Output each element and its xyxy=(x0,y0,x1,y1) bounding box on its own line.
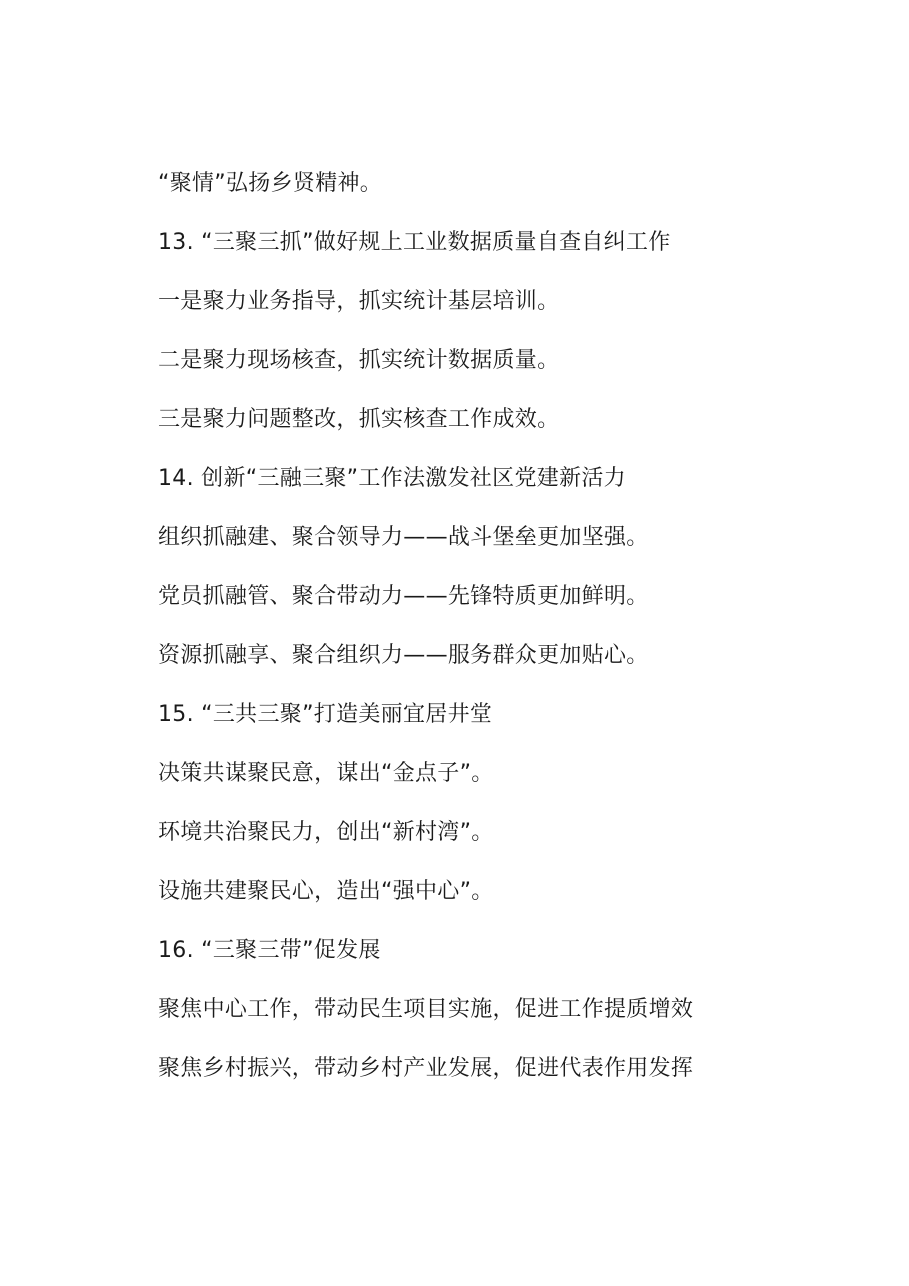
text-line: 环境共治聚民力，创出“新村湾”。 xyxy=(158,820,494,845)
document-body xyxy=(158,166,798,1110)
text-line: 一是聚力业务指导，抓实统计基层培训。 xyxy=(158,289,560,314)
text-line: 二是聚力现场核查，抓实统计数据质量。 xyxy=(158,348,560,373)
section-heading-15: 15. “三共三聚”打造美丽宜居井堂 xyxy=(158,702,493,727)
text-line: 党员抓融管、聚合带动力——先锋特质更加鲜明。 xyxy=(158,584,649,609)
text-line: 设施共建聚民心，造出“强中心”。 xyxy=(158,879,494,904)
section-heading-16: 16. “三聚三带”促发展 xyxy=(158,938,381,963)
text-line: 资源抓融享、聚合组织力——服务群众更加贴心。 xyxy=(158,643,649,668)
text-line: 组织抓融建、聚合领导力——战斗堡垒更加坚强。 xyxy=(158,525,649,550)
text-line: “聚情”弘扬乡贤精神。 xyxy=(158,171,383,196)
section-heading-14: 14. 创新“三融三聚”工作法激发社区党建新活力 xyxy=(158,466,626,491)
text-line: 决策共谋聚民意，谋出“金点子”。 xyxy=(158,761,494,786)
text-line: 三是聚力问题整改，抓实核查工作成效。 xyxy=(158,407,560,432)
text-line: 聚焦乡村振兴，带动乡村产业发展，促进代表作用发挥 xyxy=(158,1056,694,1081)
section-heading-13: 13. “三聚三抓”做好规上工业数据质量自查自纠工作 xyxy=(158,230,671,255)
text-line: 聚焦中心工作，带动民生项目实施，促进工作提质增效 xyxy=(158,997,694,1022)
